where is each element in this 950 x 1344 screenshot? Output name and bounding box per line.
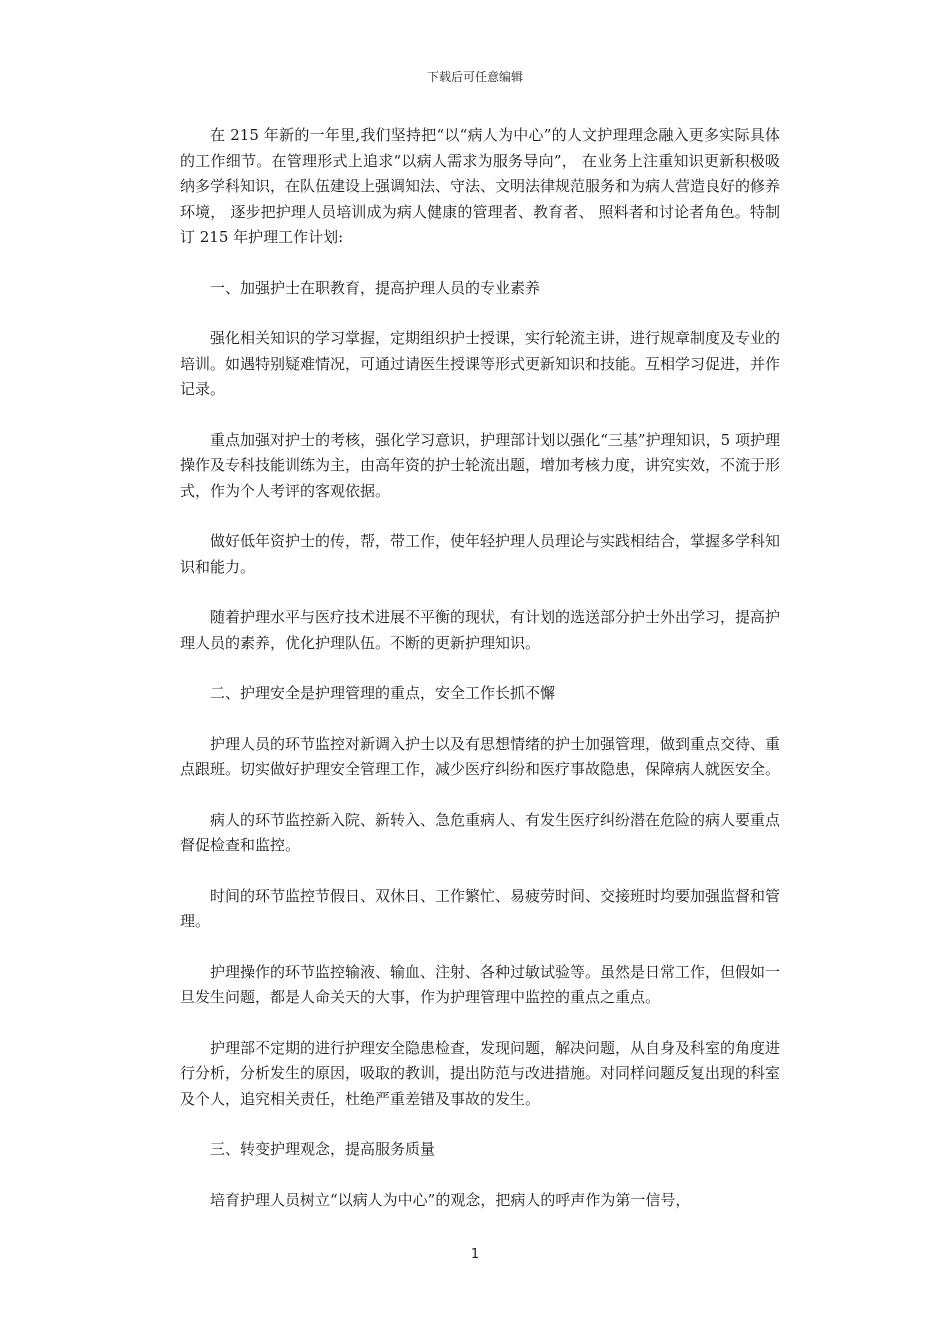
document-body <box>180 123 780 1238</box>
section-heading-3: 三、转变护理观念，提高服务质量 <box>210 1140 436 1158</box>
section-heading-1: 一、加强护士在职教育，提高护理人员的专业素养 <box>210 278 541 297</box>
paragraph: 护理人员的环节监控对新调入护士以及有思想情绪的护士加强管理，做到重点交待、重点跟班。切实做好护理安全管理工作，减少医疗纠纷和医疗事故隐患，保障病人就医安全。 <box>180 734 781 778</box>
paragraph: 护理操作的环节监控输液、输血、注射、各种过敏试验等。虽然是日常工作，但假如一旦发生问题，都是人命关天的大事，作为护理管理中监控的重点之重点。 <box>180 962 781 1006</box>
paragraph: 随着护理水平与医疗技术进展不平衡的现状，有计划的选送部分护士外出学习，提高护理人员的素养，优化护理队伍。不断的更新护理知识。 <box>180 608 781 652</box>
paragraph: 强化相关知识的学习掌握，定期组织护士授课，实行轮流主讲，进行规章制度及专业的培训。如遇特别疑难情况，可通过请医生授课等形式更新知识和技能。互相学习促进，并作记录。 <box>180 329 781 398</box>
page-header: 下载后可任意编辑 <box>426 70 523 84</box>
paragraph: 做好低年资护士的传，帮，带工作，使年轻护理人员理论与实践相结合，掌握多学科知识和能力。 <box>180 532 781 576</box>
paragraph: 护理部不定期的进行护理安全隐患检查，发现问题，解决问题，从自身及科室的角度进行分析，分析发生的原因，吸取的教训，提出防范与改进措施。对同样问题反复出现的科室及个人，追究相关责任，杜绝严重差错及事故的发生。 <box>180 1038 781 1108</box>
section-heading-2: 二、护理安全是护理管理的重点，安全工作长抓不懈 <box>210 684 556 702</box>
paragraph: 时间的环节监控节假日、双休日、工作繁忙、易疲劳时间、交接班时均要加强监督和管理。 <box>180 886 781 930</box>
paragraph: 重点加强对护士的考核，强化学习意识，护理部计划以强化“三基”护理知识，5 项护理操作及专科技能训练为主，由高年资的护士轮流出题，增加考核力度，讲究实效，不流于形式，作为个人考评的客观依据。 <box>180 430 781 500</box>
page-number: 1 <box>470 1247 480 1262</box>
paragraph: 病人的环节监控新入院、新转入、急危重病人、有发生医疗纠纷潜在危险的病人要重点督促检查和监控。 <box>180 810 781 854</box>
intro-paragraph: 在 215 年新的一年里,我们坚持把“以“病人为中心”的人文护理理念融入更多实际具体的工作细节。在管理形式上追求“以病人需求为服务导向”， 在业务上注重知识更新积极吸纳多学科知识，在队伍建设上强调知法、守法、文明法律规范服务和为病人营造良好的修养环境， 逐步把护理人员培训成为病人健康的管理者、教育者、 照料者和讨论者角色。特制订 215 年护理工作计划: <box>180 126 781 246</box>
paragraph: 培育护理人员树立“以病人为中心”的观念，把病人的呼声作为第一信号， <box>210 1190 691 1209</box>
